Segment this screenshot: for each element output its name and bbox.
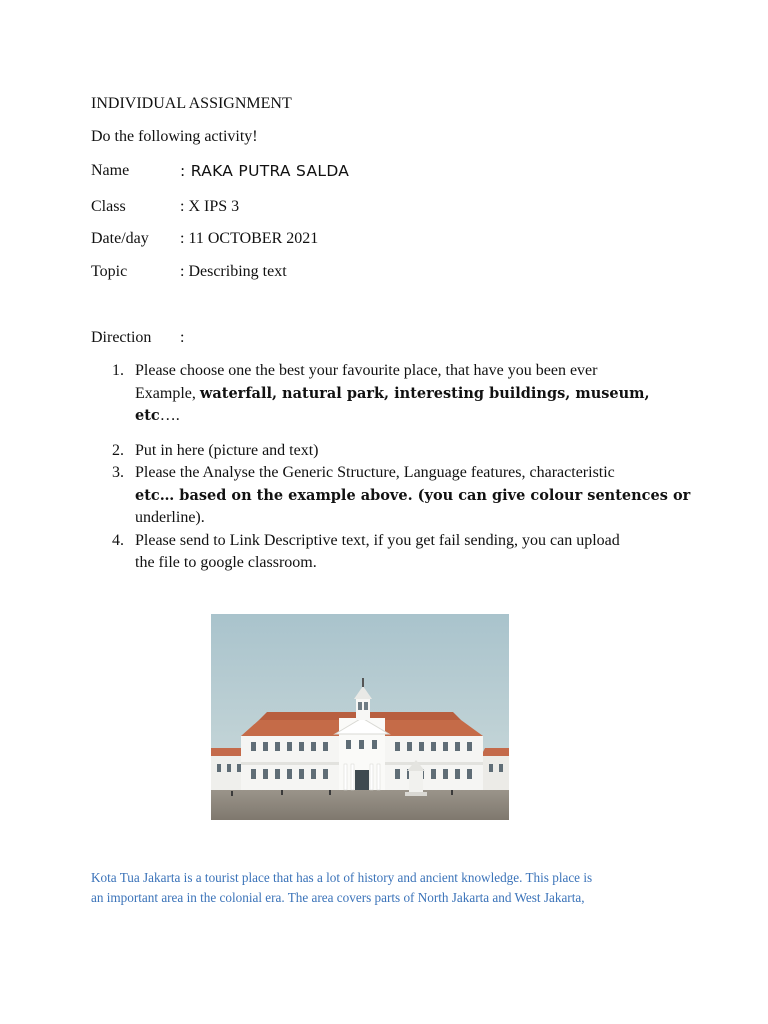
list-item-bold-line: etc… based on the example above. (you can give colour sentences or bbox=[135, 486, 691, 504]
class-value: : X IPS 3 bbox=[180, 198, 240, 215]
list-item-line: underline). bbox=[135, 509, 205, 526]
class-label: Class bbox=[91, 198, 126, 215]
topic-label: Topic bbox=[91, 263, 128, 280]
list-item bbox=[91, 530, 691, 575]
assignment-title: INDIVIDUAL ASSIGNMENT bbox=[91, 95, 292, 112]
date-value: : 11 OCTOBER 2021 bbox=[180, 230, 319, 247]
name-value: : RAKA PUTRA SALDA bbox=[180, 162, 350, 180]
instruction-text: Do the following activity! bbox=[91, 128, 258, 145]
description-paragraph bbox=[91, 868, 691, 908]
list-item-line: Put in here (picture and text) bbox=[135, 441, 319, 459]
list-item-line: Please send to Link Descriptive text, if you get fail sending, you can upload bbox=[135, 531, 620, 549]
list-item-line bbox=[135, 383, 691, 428]
list-item bbox=[91, 440, 691, 463]
description-line: an important area in the colonial era. The area covers parts of North Jakarta and West Jakarta, bbox=[91, 890, 585, 905]
date-label: Date/day bbox=[91, 230, 149, 247]
direction-colon: : bbox=[180, 329, 185, 346]
example-suffix: …. bbox=[159, 407, 180, 424]
list-number: 3. bbox=[112, 464, 124, 481]
list-number: 1. bbox=[112, 362, 124, 379]
list-number: 4. bbox=[112, 531, 124, 549]
name-label: Name bbox=[91, 162, 130, 179]
direction-list bbox=[91, 360, 691, 575]
building-photo-icon bbox=[211, 614, 509, 820]
list-item-line: the file to google classroom. bbox=[135, 554, 317, 571]
example-bold: waterfall, natural park, interesting buildings, museum, etc bbox=[135, 384, 650, 424]
list-item-line: Please choose one the best your favourite place, that have you been ever bbox=[135, 362, 598, 379]
description-line: Kota Tua Jakarta is a tourist place that has a lot of history and ancient knowledge. This place is bbox=[91, 870, 593, 885]
list-gap bbox=[91, 428, 691, 440]
example-prefix: Example, bbox=[135, 384, 200, 402]
building-photo-svg bbox=[211, 614, 509, 820]
list-item bbox=[91, 360, 691, 428]
list-item bbox=[91, 462, 691, 530]
list-item-line: Please the Analyse the Generic Structure, Language features, characteristic bbox=[135, 464, 615, 481]
list-number: 2. bbox=[112, 441, 124, 459]
topic-value: : Describing text bbox=[180, 263, 287, 280]
direction-label: Direction bbox=[91, 329, 152, 346]
